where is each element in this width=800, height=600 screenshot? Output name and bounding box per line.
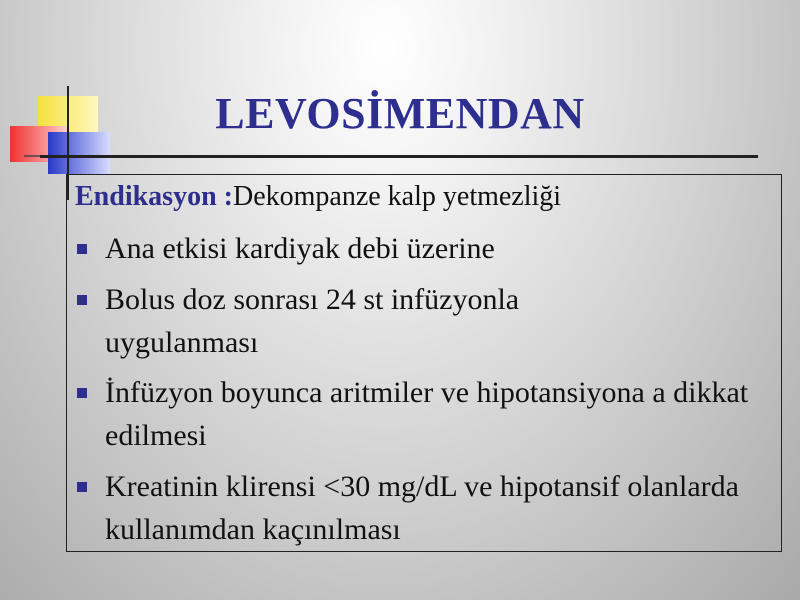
bullet-square-icon: [77, 244, 87, 254]
bullet-text: Ana etkisi kardiyak debi üzerine: [105, 232, 495, 265]
title-divider: [40, 155, 758, 158]
bullet-text: Bolus doz sonrası 24 st infüzyonla uygulanması: [105, 283, 520, 359]
indication-line: [75, 181, 561, 213]
indication-label: Endikasyon :: [75, 181, 233, 212]
content-box: [66, 174, 782, 552]
bullet-item: [75, 278, 645, 364]
bullet-item: [75, 465, 755, 551]
slide-title: LEVOSİMENDAN: [215, 89, 585, 138]
bullet-item: [75, 371, 775, 457]
bullet-square-icon: [77, 388, 87, 398]
indication-text: Dekompanze kalp yetmezliği: [232, 181, 562, 212]
bullet-square-icon: [77, 482, 87, 492]
bullet-text: İnfüzyon boyunca aritmiler ve hipotansiyona a dikkat edilmesi: [105, 376, 749, 452]
bullet-item: [75, 227, 775, 270]
blue-square: [48, 132, 110, 174]
bullet-square-icon: [77, 295, 87, 305]
bullet-text: Kreatinin klirensi <30 mg/dL ve hipotansif olanlarda kullanımdan kaçınılması: [105, 470, 739, 546]
